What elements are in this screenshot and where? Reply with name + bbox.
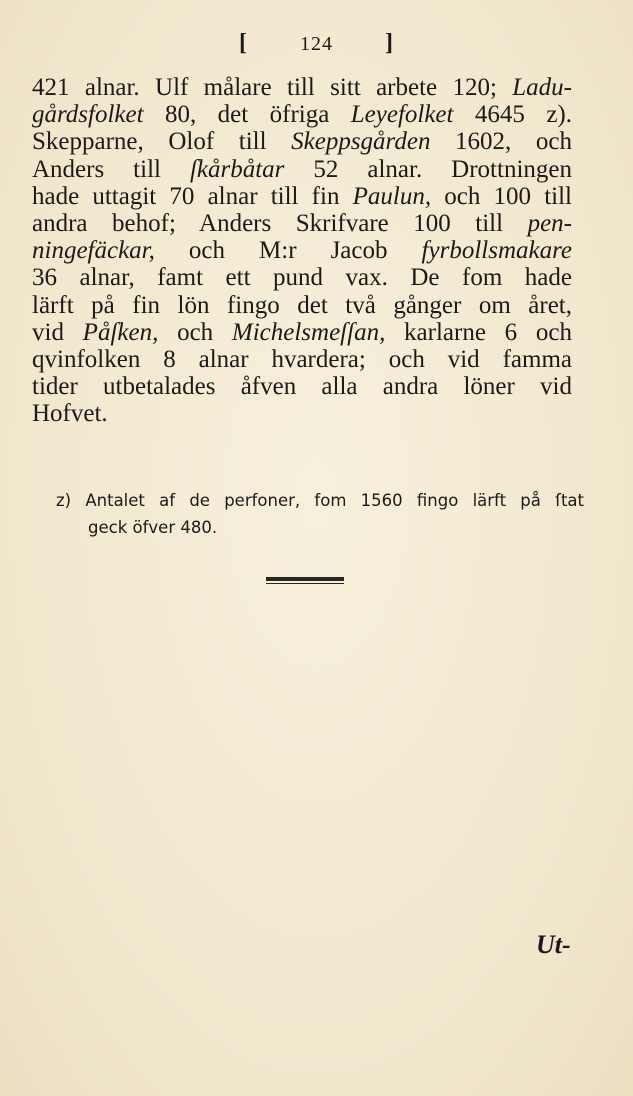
text-line	[32, 400, 572, 427]
text-run: hade uttagit 70 alnar till fin	[32, 182, 353, 210]
text-run: andra behof; Anders Skrifvare 100 till	[32, 209, 528, 237]
footnote	[56, 487, 584, 541]
text-line	[32, 373, 572, 400]
page-number: 124	[300, 33, 333, 55]
section-rule	[266, 577, 344, 581]
text-line	[32, 346, 572, 373]
page-header	[0, 30, 633, 57]
header-bracket-right: ]	[385, 30, 394, 56]
italic-term: pen-	[527, 209, 572, 237]
text-line	[32, 156, 572, 183]
text-run: Skepparne, Olof till	[32, 128, 292, 156]
italic-term: Leyefolket	[350, 101, 454, 129]
text-run: 1602, och	[430, 128, 572, 156]
text-line	[32, 264, 572, 291]
text-run: 4645 z).	[453, 101, 573, 129]
text-run: Anders till	[32, 155, 190, 183]
text-line	[32, 74, 572, 101]
text-run: 36 alnar, famt ett pund vax. De fom hade	[32, 264, 572, 292]
text-run: 421 alnar. Ulf målare till sitt arbete 120;	[32, 74, 513, 101]
italic-term: Michelsmeſſan,	[231, 318, 386, 346]
text-line	[32, 210, 572, 237]
text-run: tider utbetalades åfven alla andra löner vid	[32, 373, 572, 401]
text-run: lärft på fin lön fingo det två gånger om året,	[32, 291, 572, 319]
italic-term: Ladu-	[512, 74, 572, 101]
italic-term: Skeppsgården	[291, 128, 431, 156]
main-text-block	[32, 74, 572, 427]
text-line	[32, 237, 572, 264]
text-run: qvinfolken 8 alnar hvardera; och vid famma	[32, 345, 572, 373]
text-line	[32, 101, 572, 128]
text-run: och M:r Jacob	[154, 237, 422, 265]
italic-term: Paulun,	[352, 182, 432, 210]
text-line	[32, 319, 572, 346]
text-run: och 100 till	[431, 182, 572, 210]
italic-term: ningefäckar,	[32, 237, 155, 265]
footnote-line: z) Antalet af de perfoner, fom 1560 fingo lärft på ſtat	[56, 491, 584, 510]
text-run: och	[158, 318, 232, 346]
italic-term: Påſken,	[82, 318, 159, 346]
text-run: karlarne 6 och	[385, 318, 572, 346]
italic-term: gårdsfolket	[32, 101, 144, 129]
italic-term: fyrbollsmakare	[421, 237, 572, 265]
text-run: Hofvet.	[32, 400, 108, 428]
footnote-line: geck öfver 480.	[88, 518, 218, 537]
text-run: 80, det öfriga	[143, 101, 351, 129]
text-line	[32, 128, 572, 155]
text-line	[32, 292, 572, 319]
section-rule-thin	[266, 583, 344, 584]
catchword: Ut-	[536, 930, 571, 959]
text-line	[32, 183, 572, 210]
text-run: 52 alnar. Drottningen	[284, 155, 572, 183]
header-bracket-left: [	[239, 30, 248, 56]
text-run: vid	[32, 318, 83, 346]
italic-term: ſkårbåtar	[189, 155, 285, 183]
